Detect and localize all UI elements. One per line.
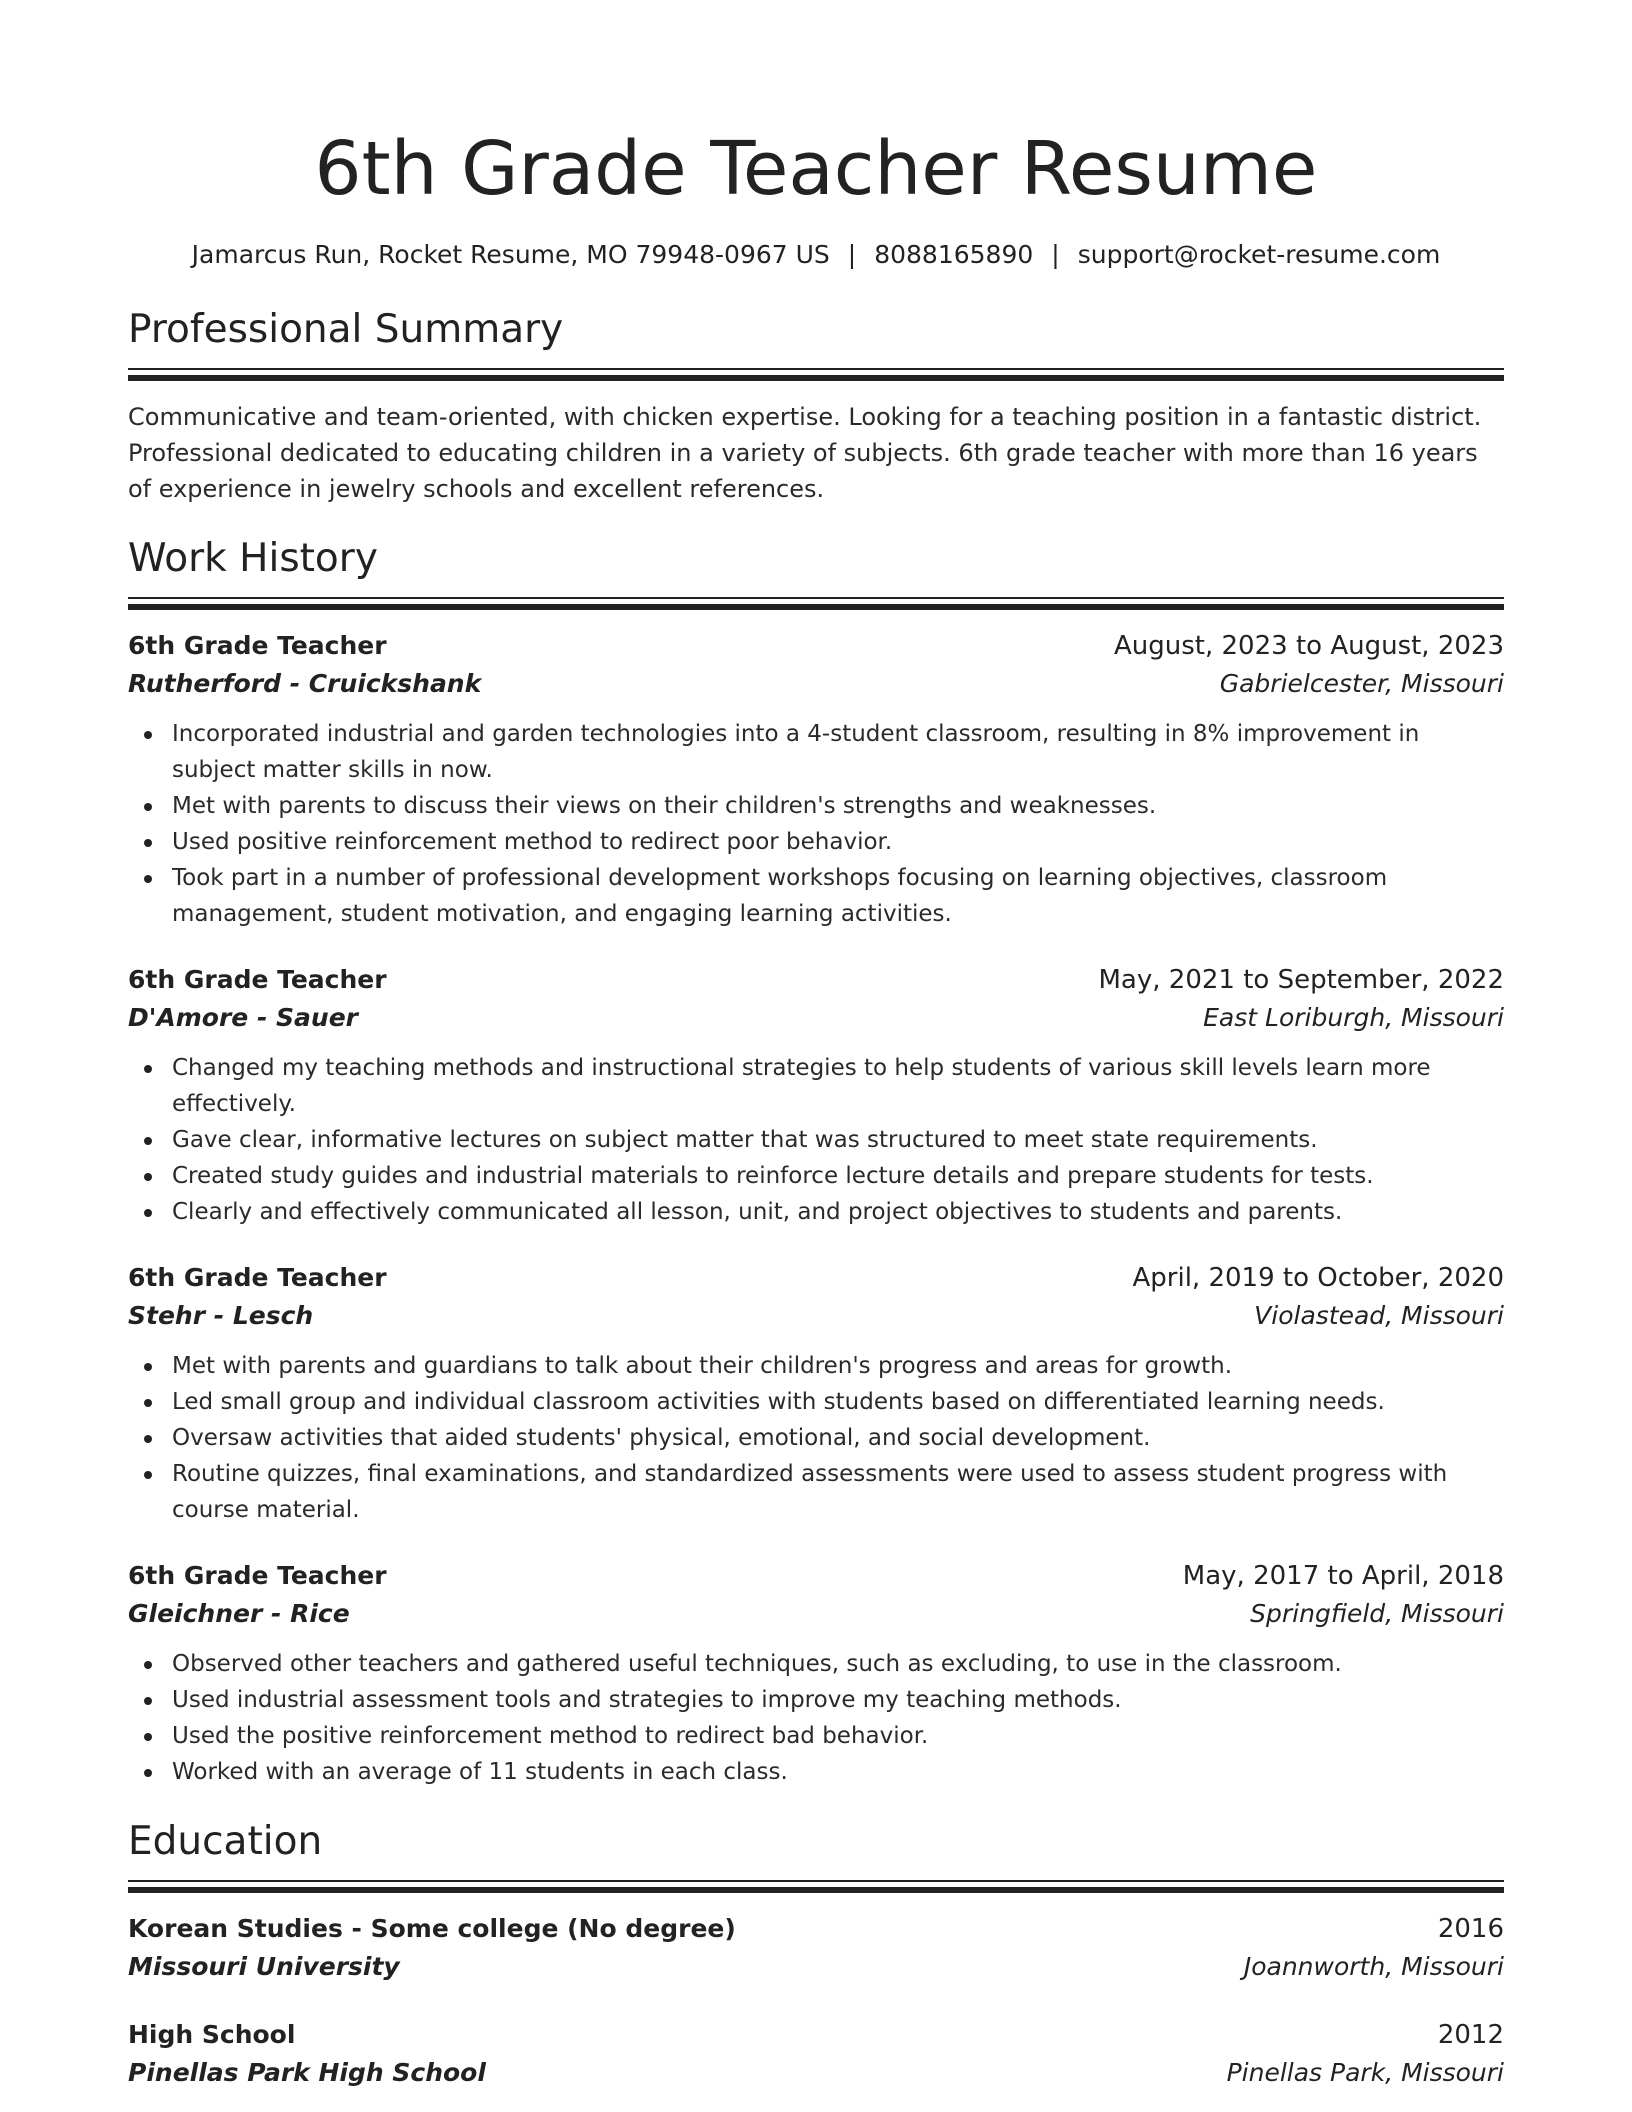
section-divider	[128, 597, 1504, 608]
school-name: Missouri University	[128, 1952, 400, 1981]
job-bullet: Used the positive reinforcement method to redirect bad behavior.	[172, 1718, 1504, 1754]
education-entry	[128, 1911, 1504, 1987]
job-bullet: Created study guides and industrial materials to reinforce lecture details and prepare students for tests.	[172, 1158, 1504, 1194]
contact-phone: 8088165890	[874, 240, 1034, 269]
contact-address: Jamarcus Run, Rocket Resume, MO 79948-0967 US	[191, 240, 830, 269]
job-bullet: Clearly and effectively communicated all lesson, unit, and project objectives to students and parents.	[172, 1194, 1504, 1230]
job-bullet: Took part in a number of professional development workshops focusing on learning objectives, classroom management, student motivation, and engaging learning activities.	[172, 860, 1504, 932]
section-heading: Professional Summary	[128, 307, 564, 352]
education-entry	[128, 2017, 1504, 2093]
job-bullet: Used positive reinforcement method to redirect poor behavior.	[172, 824, 1504, 860]
job-bullets	[128, 1050, 1504, 1230]
job-location: Violastead, Missouri	[1254, 1301, 1504, 1330]
section-divider	[128, 368, 1504, 379]
job-bullet: Incorporated industrial and garden technologies into a 4-student classroom, resulting in 8% improvement in subject matter skills in now.	[172, 716, 1504, 788]
section-heading: Work History	[128, 536, 378, 581]
education-section	[128, 1818, 1504, 2093]
company-name: Gleichner - Rice	[128, 1599, 350, 1628]
contact-separator: |	[847, 240, 857, 269]
job-bullet: Changed my teaching methods and instructional strategies to help students of various skill levels learn more effectively.	[172, 1050, 1504, 1122]
resume-title: 6th Grade Teacher Resume	[314, 126, 1318, 212]
job-bullets	[128, 716, 1504, 932]
job-bullet: Worked with an average of 11 students in each class.	[172, 1754, 1504, 1790]
job-dates: August, 2023 to August, 2023	[1114, 631, 1504, 661]
job-dates: May, 2017 to April, 2018	[1182, 1561, 1504, 1591]
degree-name: High School	[128, 2020, 296, 2049]
job-bullet: Routine quizzes, final examinations, and standardized assessments were used to assess student progress with course material.	[172, 1456, 1504, 1528]
job-entry	[128, 962, 1504, 1230]
education-year: 2016	[1437, 1914, 1504, 1944]
job-bullets	[128, 1348, 1504, 1528]
job-title: 6th Grade Teacher	[128, 965, 387, 994]
job-bullet: Gave clear, informative lectures on subject matter that was structured to meet state requirements.	[172, 1122, 1504, 1158]
job-bullet: Oversaw activities that aided students' physical, emotional, and social development.	[172, 1420, 1504, 1456]
contact-line	[128, 238, 1504, 272]
job-location: Springfield, Missouri	[1250, 1599, 1504, 1628]
job-dates: April, 2019 to October, 2020	[1132, 1263, 1504, 1293]
summary-text: Communicative and team-oriented, with chicken expertise. Looking for a teaching position in a fantastic district. Professional dedicated to educating children in a variety of subjects. 6th grade teacher with more than 16 years of experience in jewelry schools and excellent references.	[128, 403, 1482, 503]
contact-separator: |	[1051, 240, 1060, 269]
job-bullet: Observed other teachers and gathered useful techniques, such as excluding, to use in the classroom.	[172, 1646, 1504, 1682]
school-name: Pinellas Park High School	[128, 2058, 486, 2087]
job-bullets	[128, 1646, 1504, 1790]
job-dates: May, 2021 to September, 2022	[1098, 965, 1504, 995]
work-history-section	[128, 535, 1504, 1790]
job-entry	[128, 1558, 1504, 1790]
job-entry	[128, 1260, 1504, 1528]
job-bullet: Used industrial assessment tools and strategies to improve my teaching methods.	[172, 1682, 1504, 1718]
job-title: 6th Grade Teacher	[128, 1263, 387, 1292]
section-divider	[128, 1880, 1504, 1891]
company-name: Stehr - Lesch	[128, 1301, 314, 1330]
school-location: Pinellas Park, Missouri	[1226, 2058, 1504, 2087]
section-heading: Education	[128, 1819, 323, 1864]
education-year: 2012	[1437, 2020, 1504, 2050]
job-bullet: Met with parents and guardians to talk about their children's progress and areas for growth.	[172, 1348, 1504, 1384]
job-title: 6th Grade Teacher	[128, 631, 387, 660]
job-location: Gabrielcester, Missouri	[1219, 669, 1504, 698]
job-location: East Loriburgh, Missouri	[1203, 1003, 1504, 1032]
job-bullet: Met with parents to discuss their views on their children's strengths and weaknesses.	[172, 788, 1504, 824]
contact-email: support@rocket-resume.com	[1077, 240, 1441, 269]
job-bullet: Led small group and individual classroom activities with students based on differentiated learning needs.	[172, 1384, 1504, 1420]
summary-section	[128, 306, 1504, 507]
company-name: Rutherford - Cruickshank	[128, 669, 482, 698]
job-entry	[128, 628, 1504, 932]
company-name: D'Amore - Sauer	[128, 1003, 359, 1032]
job-title: 6th Grade Teacher	[128, 1561, 387, 1590]
degree-name: Korean Studies - Some college (No degree)	[128, 1914, 736, 1943]
school-location: Joannworth, Missouri	[1243, 1952, 1504, 1981]
